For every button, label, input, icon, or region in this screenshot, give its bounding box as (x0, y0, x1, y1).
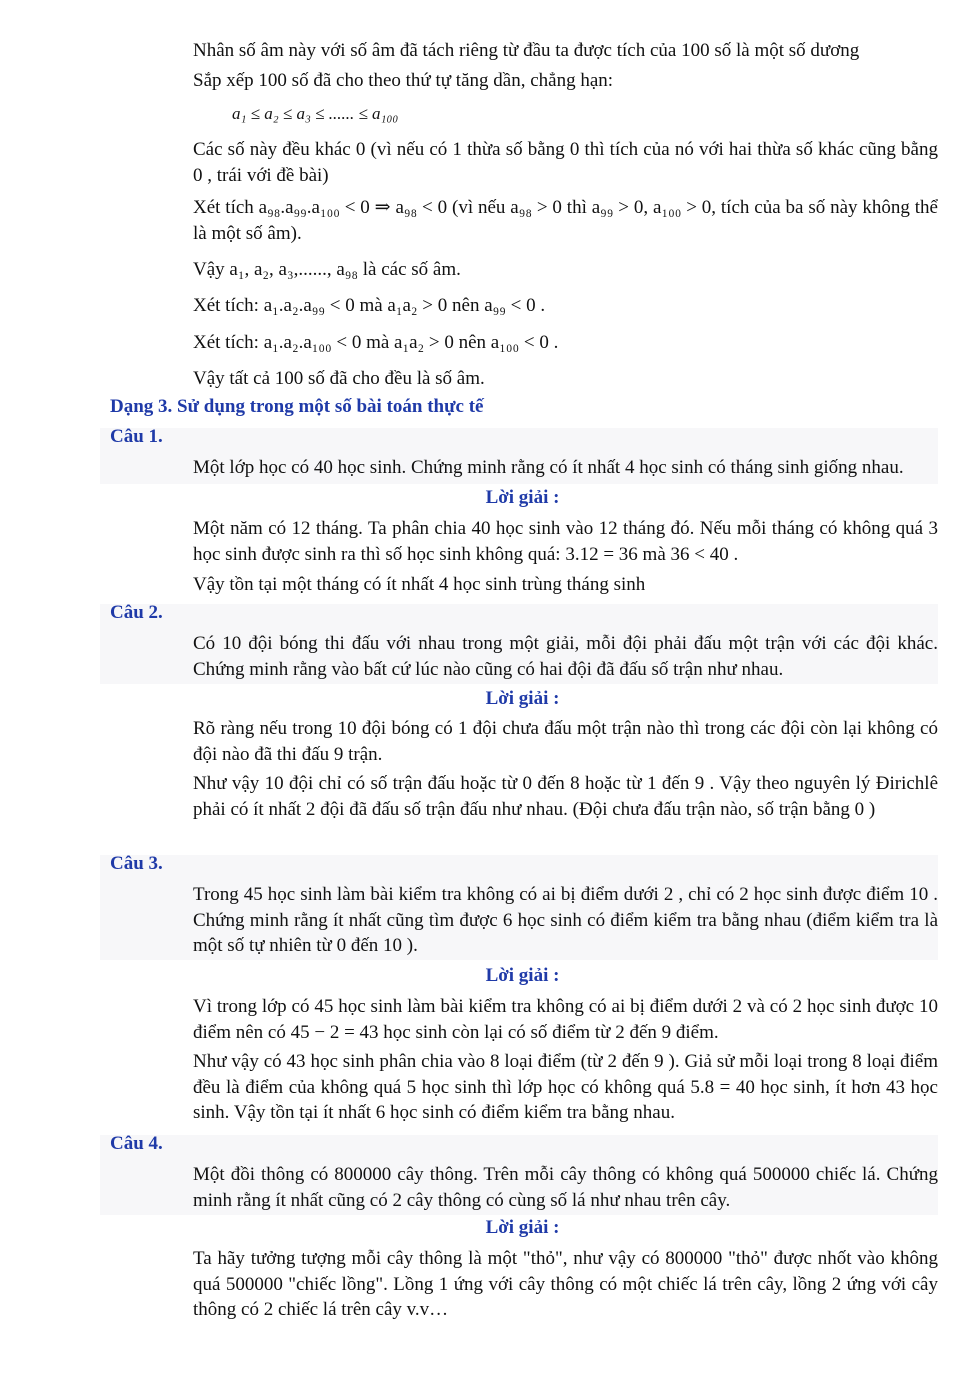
question-statement: Một đồi thông có 800000 cây thông. Trên mỗi cây thông có không quá 500000 chiếc lá. Chứng minh rằng ít nhất cũng có 2 cây thông có cùng số lá như nhau trên cây. (193, 1164, 938, 1211)
paragraph: Sắp xếp 100 số đã cho theo thứ tự tăng dần, chẳng hạn: (193, 70, 614, 91)
section-title: Dạng 3. Sử dụng trong một số bài toán thực tế (110, 396, 484, 417)
formula: a₁ ≤ a₂ ≤ a₃ ≤ ...... ≤ a₁₀₀ (232, 104, 399, 123)
solution-paragraph: Như vậy có 43 học sinh phân chia vào 8 loại điểm (từ 2 đến 9 ). Giả sử mỗi loại trong 8 loại điểm đều là điểm của không quá 5 học sinh thì lớp học có không quá 5.8 = 40 học sinh, ít hơn 43 học sinh. Vậy tồn tại ít nhất 6 học sinh có điểm kiểm tra bằng nhau. (193, 1051, 938, 1123)
solution-paragraph: Như vậy 10 đội chỉ có số trận đấu hoặc từ 0 đến 8 hoặc từ 1 đến 9 . Vậy theo nguyên lý Đirichlê phải có ít nhất 2 đội đã đấu số trận đấu như nhau. (Đội chưa đấu trận nào, số trận bằng 0 ) (193, 773, 938, 820)
solution-label: Lời giải : (485, 1217, 560, 1238)
question-label: Câu 3. (110, 853, 163, 874)
paragraph: Vậy tất cả 100 số đã cho đều là số âm. (193, 368, 485, 389)
question-statement: Một lớp học có 40 học sinh. Chứng minh rằng có ít nhất 4 học sinh có tháng sinh giống nhau. (193, 457, 904, 478)
question-label: Câu 2. (110, 602, 163, 623)
paragraph: Các số này đều khác 0 (vì nếu có 1 thừa số bằng 0 thì tích của nó với hai thừa số khác cũng bằng 0 , trái với đề bài) (193, 139, 938, 186)
question-statement: Có 10 đội bóng thi đấu với nhau trong một giải, mỗi đội phải đấu một trận với các đội khác. Chứng minh rằng vào bất cứ lúc nào cũng có hai đội đã đấu số trận như nhau. (193, 633, 938, 680)
solution-label: Lời giải : (485, 487, 560, 508)
question-statement: Trong 45 học sinh làm bài kiểm tra không có ai bị điểm dưới 2 , chỉ có 2 học sinh được điểm 10 . Chứng minh rằng ít nhất cũng tìm được 6 học sinh có điểm kiểm tra bằng nhau (điểm kiểm tra là một số tự nhiên từ 0 đến 10 ). (193, 884, 938, 956)
solution-paragraph: Vì trong lớp có 45 học sinh làm bài kiểm tra không có ai bị điểm dưới 2 và có 2 học sinh được 10 điểm nên có 45 − 2 = 43 học sinh còn lại có số điểm từ 2 đến 9 điểm. (193, 996, 938, 1043)
question-label: Câu 4. (110, 1133, 163, 1154)
solution-label: Lời giải : (485, 965, 560, 986)
paragraph: Xét tích a₉₈.a₉₉.a₁₀₀ < 0 ⇒ a₉₈ < 0 (vì nếu a₉₈ > 0 thì a₉₉ > 0, a₁₀₀ > 0, tích của ba số này không thể là một số âm). (193, 197, 938, 244)
paragraph: Vậy a₁, a₂, a₃,......, a₉₈ là các số âm. (193, 259, 461, 280)
solution-paragraph: Vậy tồn tại một tháng có ít nhất 4 học sinh trùng tháng sinh (193, 574, 646, 595)
solution-paragraph: Rõ ràng nếu trong 10 đội bóng có 1 đội chưa đấu một trận nào thì trong các đội còn lại không có đội nào đã thi đấu 9 trận. (193, 718, 938, 765)
paragraph: Nhân số âm này với số âm đã tách riêng từ đầu ta được tích của 100 số là một số dương (193, 40, 860, 61)
question-label: Câu 1. (110, 426, 163, 447)
solution-label: Lời giải : (485, 688, 560, 709)
solution-paragraph: Một năm có 12 tháng. Ta phân chia 40 học sinh vào 12 tháng đó. Nếu mỗi tháng có không quá 3 học sinh được sinh ra thì số học sinh không quá: 3.12 = 36 mà 36 < 40 . (193, 518, 938, 565)
solution-paragraph: Ta hãy tưởng tượng mỗi cây thông là một "thỏ", như vậy có 800000 "thỏ" được nhốt vào không quá 500000 "chiếc lồng". Lồng 1 ứng với cây thông có một chiếc lá trên cây, lồng 2 ứng với cây thông có 2 chiếc lá trên cây v.v… (193, 1248, 938, 1320)
paragraph: Xét tích: a₁.a₂.a₉₉ < 0 mà a₁a₂ > 0 nên a₉₉ < 0 . (193, 295, 546, 316)
paragraph: Xét tích: a₁.a₂.a₁₀₀ < 0 mà a₁a₂ > 0 nên a₁₀₀ < 0 . (193, 332, 559, 353)
